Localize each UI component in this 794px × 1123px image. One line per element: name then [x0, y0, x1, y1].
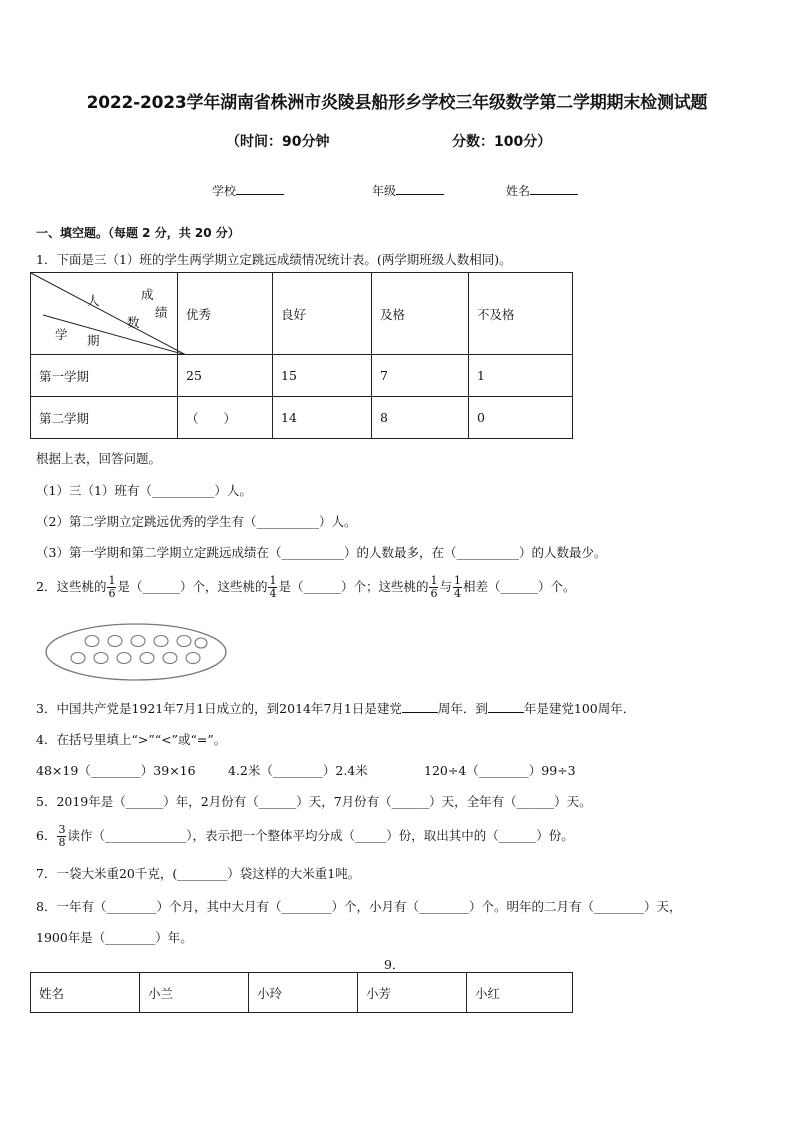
question-4-stem: 4．在括号里填上“>”“<”或“=”。 [36, 732, 227, 747]
q2-text: 2．这些桃的 [36, 579, 107, 594]
table-cell: 小兰 [140, 973, 249, 1013]
question-9-number: 9． [384, 957, 405, 972]
table-row [31, 973, 573, 1013]
score-table [30, 272, 573, 439]
table-cell: 14 [273, 397, 372, 439]
question-1-sub3: （3）第一学期和第二学期立定跳远成绩在（__________）的人数最多，在（__________）的人数最少。 [36, 545, 607, 560]
name-field [506, 182, 578, 199]
q2-text: 与 [439, 579, 452, 594]
question-7: 7．一袋大米重20千克，(________）袋这样的大米重1吨。 [36, 866, 361, 881]
name-blank[interactable] [530, 182, 578, 195]
numerator: 1 [108, 574, 116, 587]
question-8-line2: 1900年是（________）年。 [36, 930, 193, 945]
denominator: 6 [108, 587, 116, 600]
exam-time: （时间：90分钟 [226, 134, 330, 150]
fraction [107, 575, 116, 600]
diag-ren: 人 [87, 293, 100, 308]
diag-qi: 期 [87, 333, 100, 348]
q6-text: 6． [36, 828, 57, 843]
numerator: 3 [58, 823, 66, 836]
question-1-sub1: （1）三（1）班有（__________）人。 [36, 483, 252, 498]
diag-xue: 学 [55, 327, 68, 342]
table-cell: 7 [372, 355, 469, 397]
name-label: 姓名 [506, 184, 531, 198]
col-header: 及格 [372, 273, 469, 355]
col-header: 良好 [273, 273, 372, 355]
q6-text: 读作（_____________），表示把一个整体平均分成（_____）份，取出其中的（______）份。 [67, 828, 574, 843]
question-6 [36, 818, 574, 854]
row-label: 第一学期 [31, 355, 178, 397]
question-1-prompt: 根据上表，回答问题。 [36, 451, 162, 466]
grade-blank[interactable] [396, 182, 444, 195]
table-row [31, 397, 573, 439]
question-4-b: 4.2米（________）2.4米 [228, 763, 368, 778]
question-2 [36, 568, 576, 606]
q2-text: 是（______）个，这些桃的 [117, 579, 268, 594]
col-header: 不及格 [469, 273, 573, 355]
answer-blank[interactable] [488, 701, 524, 713]
q3-text: 3．中国共产党是1921年7月1日成立的，到2014年7月1日是建党 [36, 701, 402, 716]
fraction [429, 575, 438, 600]
table-cell: 小玲 [249, 973, 358, 1013]
page-title: 2022-2023学年湖南省株洲市炎陵县船形乡学校三年级数学第二学期期末检测试题 [86, 93, 708, 113]
table-cell: 25 [178, 355, 273, 397]
denominator: 4 [454, 587, 461, 600]
question-4-c: 120÷4（________）99÷3 [424, 763, 576, 778]
section-heading: 一、填空题。（每题 2 分，共 20 分） [36, 226, 240, 240]
table-row [31, 355, 573, 397]
table-cell: 8 [372, 397, 469, 439]
denominator: 8 [58, 836, 66, 849]
question-5: 5．2019年是（______）年，2月份有（______）天，7月份有（______）天，全年有（______）天。 [36, 794, 592, 809]
q2-text: 相差（______）个。 [463, 579, 576, 594]
fraction [453, 575, 462, 600]
grade-label: 年级 [372, 184, 397, 198]
table-cell: 0 [469, 397, 573, 439]
exam-score: 分数：100分） [452, 134, 552, 150]
diag-cheng: 成 [141, 287, 154, 302]
question-3 [36, 699, 635, 717]
row-label: 第二学期 [31, 397, 178, 439]
table-cell: 1 [469, 355, 573, 397]
peaches-illustration [44, 622, 230, 684]
table-cell: 15 [273, 355, 372, 397]
answer-blank[interactable] [402, 701, 438, 713]
denominator: 6 [430, 587, 438, 600]
question-4-a: 48×19（________）39×16 [36, 763, 196, 778]
table-cell: 姓名 [31, 973, 140, 1013]
school-field [212, 182, 284, 199]
grade-field [372, 182, 444, 199]
question-8-line1: 8．一年有（________）个月，其中大月有（________）个，小月有（________）个。明年的二月有（________）天， [36, 899, 682, 914]
peach-icons [71, 636, 207, 664]
school-label: 学校 [212, 184, 237, 198]
diagonal-header [31, 273, 178, 355]
q3-text: 周年．到 [437, 701, 488, 716]
numerator: 1 [430, 574, 438, 587]
q2-text: 是（______）个；这些桃的 [278, 579, 429, 594]
table-cell: 小芳 [358, 973, 467, 1013]
col-header: 优秀 [178, 273, 273, 355]
q3-text: 年是建党100周年． [523, 701, 636, 716]
diag-shu: 数 [127, 315, 140, 330]
table-cell: 小红 [467, 973, 573, 1013]
fraction [268, 575, 277, 600]
name-table [30, 972, 573, 1013]
question-1-stem: 1．下面是三（1）班的学生两学期立定跳远成绩情况统计表。(两学期班级人数相同)。 [36, 252, 512, 267]
diag-ji: 绩 [155, 305, 168, 320]
fraction [57, 824, 66, 849]
numerator: 1 [269, 574, 277, 587]
question-1-sub2: （2）第二学期立定跳远优秀的学生有（__________）人。 [36, 514, 357, 529]
answer-blank-cell[interactable]: （ ） [178, 397, 273, 439]
denominator: 4 [269, 587, 277, 600]
numerator: 1 [454, 574, 461, 587]
school-blank[interactable] [236, 182, 284, 195]
